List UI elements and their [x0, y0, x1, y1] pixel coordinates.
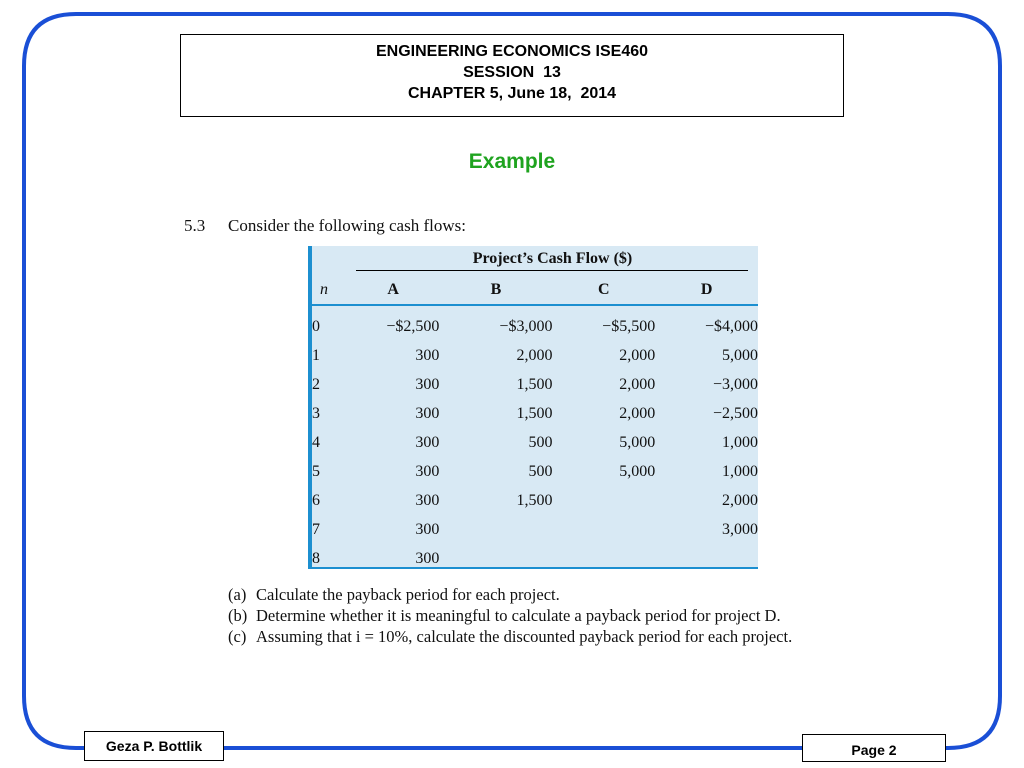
- column-header-d: D: [655, 275, 758, 305]
- table-row: [312, 399, 758, 428]
- question-item: [228, 584, 848, 605]
- cell-a: 300: [415, 346, 440, 364]
- cell-n: 5: [312, 462, 320, 480]
- cell-a: 300: [415, 462, 440, 480]
- cell-a: 300: [415, 549, 440, 567]
- cell-d: 1,000: [722, 462, 758, 480]
- cell-a: −$2,500: [386, 317, 440, 335]
- cell-b: 500: [528, 433, 553, 451]
- cash-flow-table: [312, 246, 758, 573]
- cell-d: 1,000: [722, 433, 758, 451]
- cell-n: 7: [312, 520, 320, 538]
- table-column-headers: [312, 275, 758, 305]
- question-text: Calculate the payback period for each project.: [256, 585, 560, 604]
- question-label: (a): [228, 585, 247, 604]
- table-row: [312, 544, 758, 573]
- cell-c: [552, 544, 655, 573]
- cell-n: 2: [312, 375, 320, 393]
- cell-c: −$5,500: [602, 317, 656, 335]
- cell-n: 4: [312, 433, 320, 451]
- cell-a: 300: [415, 433, 440, 451]
- cell-d: −$4,000: [704, 317, 758, 335]
- cell-n: 1: [312, 346, 320, 364]
- cell-c: 5,000: [619, 462, 656, 480]
- cell-a: 300: [415, 375, 440, 393]
- example-title: Example: [468, 150, 556, 173]
- cell-d: [655, 544, 758, 573]
- cell-d: −3,000: [712, 375, 758, 393]
- cell-b: 1,500: [516, 375, 553, 393]
- table-row: [312, 486, 758, 515]
- cell-a: 300: [415, 491, 440, 509]
- cell-b: 2,000: [516, 346, 553, 364]
- cell-b: −$3,000: [499, 317, 553, 335]
- cell-c: [552, 515, 655, 544]
- header-session: SESSION 13: [463, 64, 561, 81]
- question-label: (b): [228, 606, 248, 625]
- table-row: [312, 428, 758, 457]
- question-label: (c): [228, 627, 247, 646]
- cell-d: −2,500: [712, 404, 758, 422]
- column-header-c: C: [552, 275, 655, 305]
- cell-d: 5,000: [722, 346, 758, 364]
- cell-b: 500: [528, 462, 553, 480]
- cell-d: 3,000: [722, 520, 758, 538]
- footer-author: Geza P. Bottlik: [84, 731, 224, 761]
- column-header-n: n: [312, 275, 347, 305]
- cell-a: 300: [415, 520, 440, 538]
- cell-b: 1,500: [516, 404, 553, 422]
- cell-c: 2,000: [619, 346, 656, 364]
- cell-n: 6: [312, 491, 320, 509]
- footer-page-number: Page 2: [802, 734, 946, 762]
- cell-c: 5,000: [619, 433, 656, 451]
- question-list: [228, 584, 848, 647]
- header-box: [180, 34, 844, 117]
- table-group-header: Project’s Cash Flow ($): [347, 246, 758, 275]
- table-row: [312, 341, 758, 370]
- cell-d: 2,000: [722, 491, 758, 509]
- cell-c: 2,000: [619, 404, 656, 422]
- cell-b: [439, 544, 552, 573]
- cell-b: 1,500: [516, 491, 553, 509]
- cell-c: 2,000: [619, 375, 656, 393]
- table-row: [312, 457, 758, 486]
- cell-c: [552, 486, 655, 515]
- problem-number: 5.3: [184, 216, 206, 235]
- cell-b: [439, 515, 552, 544]
- question-item: [228, 626, 848, 647]
- cash-flow-table-panel: [308, 246, 758, 569]
- problem-text: Consider the following cash flows:: [228, 216, 466, 235]
- table-row: [312, 305, 758, 341]
- header-chapter-date: CHAPTER 5, June 18, 2014: [407, 85, 617, 102]
- cell-n: 3: [312, 404, 320, 422]
- column-header-b: B: [439, 275, 552, 305]
- question-text: Assuming that i = 10%, calculate the discounted payback period for each project.: [256, 627, 793, 646]
- problem-statement: [184, 216, 466, 236]
- question-text: Determine whether it is meaningful to calculate a payback period for project D.: [256, 606, 781, 625]
- cell-n: 8: [312, 549, 320, 567]
- cell-a: 300: [415, 404, 440, 422]
- column-header-a: A: [347, 275, 439, 305]
- table-row: [312, 370, 758, 399]
- table-row: [312, 515, 758, 544]
- header-course-title: ENGINEERING ECONOMICS ISE460: [375, 43, 649, 60]
- question-item: [228, 605, 848, 626]
- cell-n: 0: [312, 317, 320, 335]
